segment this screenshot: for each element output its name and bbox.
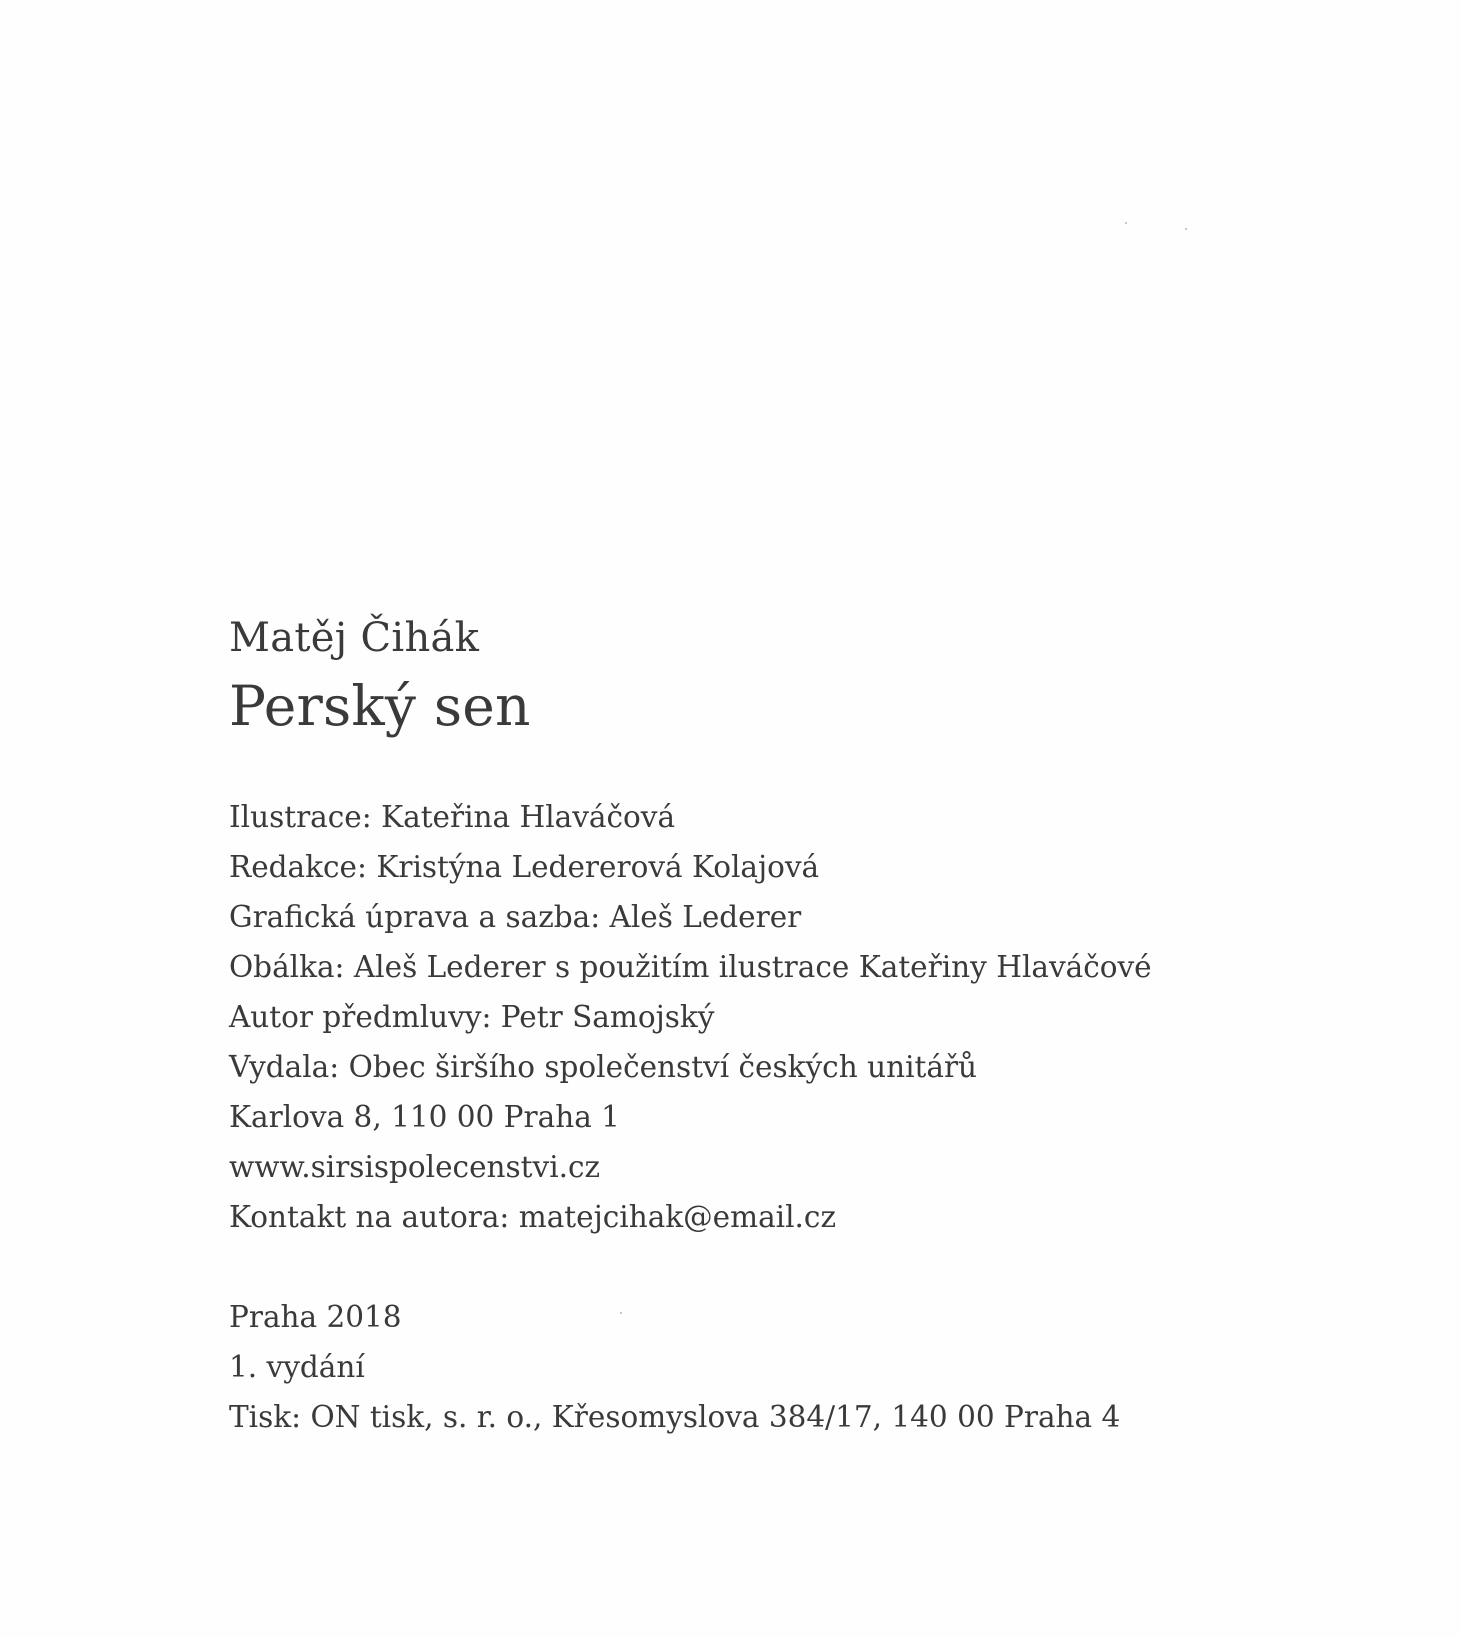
book-author: Matěj Čihák <box>229 615 480 661</box>
book-title: Perský sen <box>229 674 531 738</box>
credit-typesetting: Grafická úprava a sazba: Aleš Lederer <box>229 900 802 934</box>
credit-illustration: Ilustrace: Kateřina Hlaváčová <box>229 800 676 834</box>
colophon <box>229 612 1349 1442</box>
paper-speck <box>1125 222 1127 224</box>
imprint-printer: Tisk: ON tisk, s. r. o., Křesomyslova 384/17, 140 00 Praha 4 <box>229 1400 1121 1434</box>
publisher-website: www.sirsispolecenstvi.cz <box>229 1150 601 1184</box>
credits-list <box>229 792 1349 1242</box>
credit-editor: Redakce: Kristýna Ledererová Kolajová <box>229 850 820 884</box>
credit-cover: Obálka: Aleš Lederer s použitím ilustrace Kateřiny Hlaváčové <box>229 950 1152 984</box>
imprint-edition: 1. vydání <box>229 1350 365 1384</box>
credit-foreword: Autor předmluvy: Petr Samojský <box>229 1000 715 1034</box>
imprint-place-year: Praha 2018 <box>229 1300 402 1334</box>
credit-publisher: Vydala: Obec širšího společenství českých unitářů <box>229 1050 978 1084</box>
imprint-list <box>229 1292 1349 1442</box>
publisher-address: Karlova 8, 110 00 Praha 1 <box>229 1100 620 1134</box>
author-contact: Kontakt na autora: matejcihak@email.cz <box>229 1200 836 1234</box>
paper-speck <box>1185 228 1187 230</box>
